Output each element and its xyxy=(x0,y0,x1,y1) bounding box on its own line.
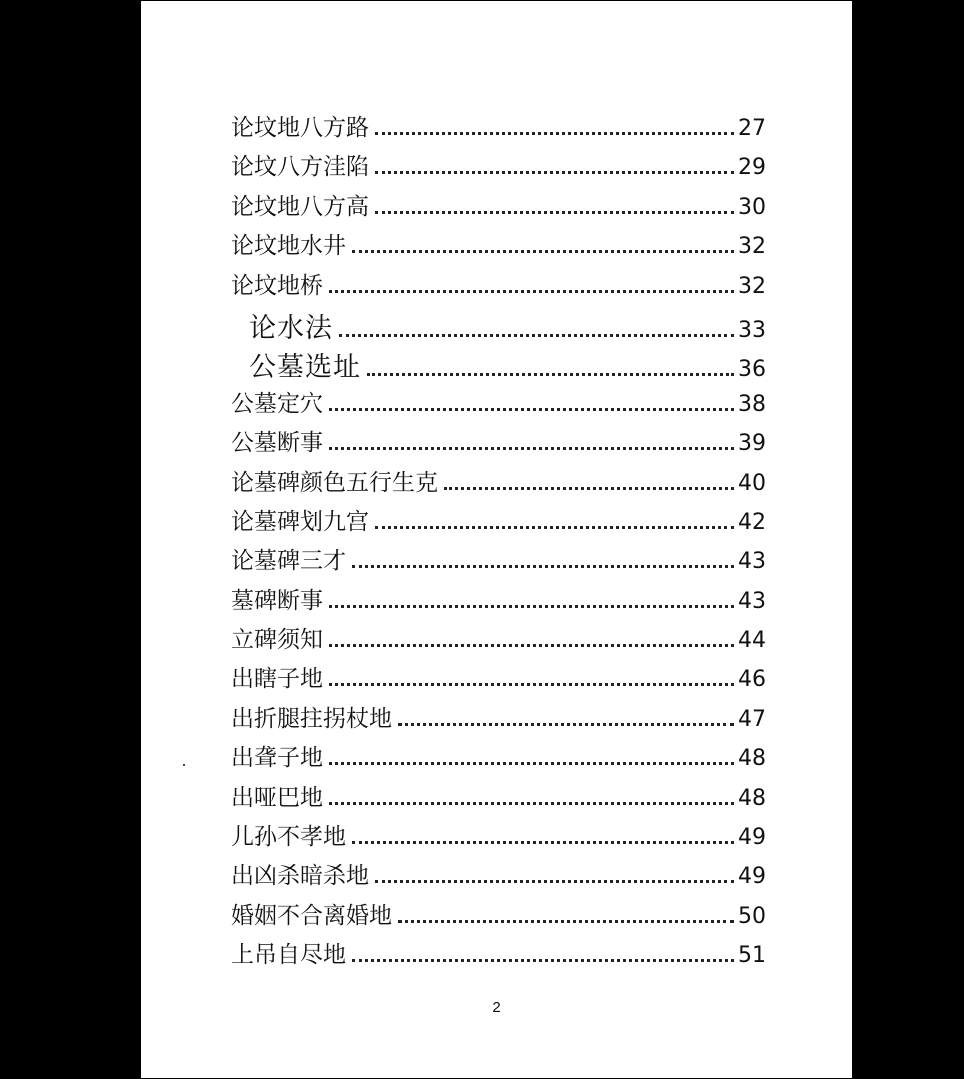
toc-dot-leader xyxy=(375,171,734,174)
toc-entry-title: 论墓碑三才 xyxy=(231,548,346,575)
toc-entry xyxy=(231,936,766,975)
toc-entry-title: 论坟八方洼陷 xyxy=(231,154,369,181)
toc-entry-page: 27 xyxy=(738,116,766,141)
toc-entry-title: 婚姻不合离婚地 xyxy=(231,902,392,929)
toc-dot-leader xyxy=(367,373,734,376)
toc-entry-page: 43 xyxy=(738,549,766,575)
page-number: 2 xyxy=(492,999,501,1016)
toc-dot-leader xyxy=(375,526,734,529)
toc-dot-leader xyxy=(339,334,734,337)
toc-dot-leader xyxy=(375,132,734,135)
toc-dot-leader xyxy=(352,250,734,253)
toc-entry xyxy=(231,464,766,503)
table-of-contents xyxy=(231,109,766,976)
toc-entry-page: 44 xyxy=(738,628,766,654)
toc-entry-title: 论坟地水井 xyxy=(231,233,346,260)
toc-entry xyxy=(231,267,766,306)
toc-entry-title: 公墓定穴 xyxy=(231,390,323,417)
toc-entry-page: 47 xyxy=(738,706,766,732)
toc-entry xyxy=(231,188,766,227)
toc-dot-leader xyxy=(352,565,734,568)
toc-entry-page: 29 xyxy=(738,155,766,181)
toc-entry-title: 立碑须知 xyxy=(231,627,323,654)
toc-entry-title: 出折腿拄拐杖地 xyxy=(231,705,392,732)
toc-entry xyxy=(231,345,766,384)
toc-entry-title: 公墓断事 xyxy=(231,430,323,457)
toc-entry xyxy=(231,857,766,896)
toc-entry-page: 32 xyxy=(738,273,766,299)
toc-dot-leader xyxy=(329,447,734,450)
toc-entry-page: 32 xyxy=(738,234,766,260)
toc-entry xyxy=(231,818,766,857)
toc-entry-page: 39 xyxy=(738,431,766,457)
toc-entry-title: 儿孙不孝地 xyxy=(231,824,346,851)
toc-dot-leader xyxy=(329,408,734,411)
toc-entry xyxy=(231,582,766,621)
toc-entry-page: 51 xyxy=(738,943,766,969)
toc-dot-leader xyxy=(329,644,734,647)
toc-dot-leader xyxy=(329,290,734,293)
toc-entry xyxy=(231,503,766,542)
toc-entry-page: 38 xyxy=(738,391,766,417)
toc-entry-page: 40 xyxy=(738,470,766,496)
toc-dot-leader xyxy=(329,762,734,765)
scan-speck xyxy=(183,764,185,766)
toc-entry-title: 论墓碑划九宫 xyxy=(231,508,369,535)
toc-dot-leader xyxy=(352,841,734,844)
toc-entry-page: 48 xyxy=(738,785,766,811)
toc-entry xyxy=(231,779,766,818)
toc-entry xyxy=(231,424,766,463)
toc-entry xyxy=(231,306,766,345)
toc-entry-title: 上吊自尽地 xyxy=(231,942,346,969)
toc-entry xyxy=(231,109,766,148)
document-page xyxy=(141,1,852,1078)
toc-dot-leader xyxy=(329,802,734,805)
toc-entry xyxy=(231,739,766,778)
toc-entry xyxy=(231,148,766,187)
toc-entry-page: 36 xyxy=(738,357,766,383)
toc-dot-leader xyxy=(398,723,734,726)
toc-entry-page: 30 xyxy=(738,194,766,220)
toc-entry-page: 49 xyxy=(738,864,766,890)
toc-entry-page: 33 xyxy=(738,317,766,343)
toc-entry xyxy=(231,385,766,424)
toc-entry xyxy=(231,700,766,739)
toc-entry-title: 论坟地八方高 xyxy=(231,193,369,220)
toc-entry-title: 论坟地桥 xyxy=(231,272,323,299)
toc-entry xyxy=(231,621,766,660)
toc-entry-title: 论坟地八方路 xyxy=(231,115,369,141)
toc-dot-leader xyxy=(375,211,734,214)
toc-dot-leader xyxy=(329,605,734,608)
toc-entry xyxy=(231,227,766,266)
toc-entry xyxy=(231,660,766,699)
toc-entry-title: 出聋子地 xyxy=(231,745,323,772)
toc-entry-page: 42 xyxy=(738,509,766,535)
toc-entry-page: 50 xyxy=(738,903,766,929)
toc-entry-title: 出瞎子地 xyxy=(231,666,323,693)
toc-entry-title: 出凶杀暗杀地 xyxy=(231,863,369,890)
toc-dot-leader xyxy=(352,959,734,962)
toc-dot-leader xyxy=(329,683,734,686)
toc-entry-title: 墓碑断事 xyxy=(231,587,323,614)
toc-entry-title: 出哑巴地 xyxy=(231,784,323,811)
toc-entry xyxy=(231,897,766,936)
toc-entry-title: 论墓碑颜色五行生克 xyxy=(231,469,438,496)
toc-entry-title: 公墓选址 xyxy=(249,352,361,384)
toc-entry xyxy=(231,542,766,581)
toc-entry-title: 论水法 xyxy=(249,312,333,344)
toc-dot-leader xyxy=(398,920,734,923)
toc-entry-page: 43 xyxy=(738,588,766,614)
toc-entry-page: 49 xyxy=(738,825,766,851)
toc-dot-leader xyxy=(375,880,734,883)
toc-entry-page: 46 xyxy=(738,667,766,693)
toc-dot-leader xyxy=(444,487,734,490)
toc-entry-page: 48 xyxy=(738,746,766,772)
